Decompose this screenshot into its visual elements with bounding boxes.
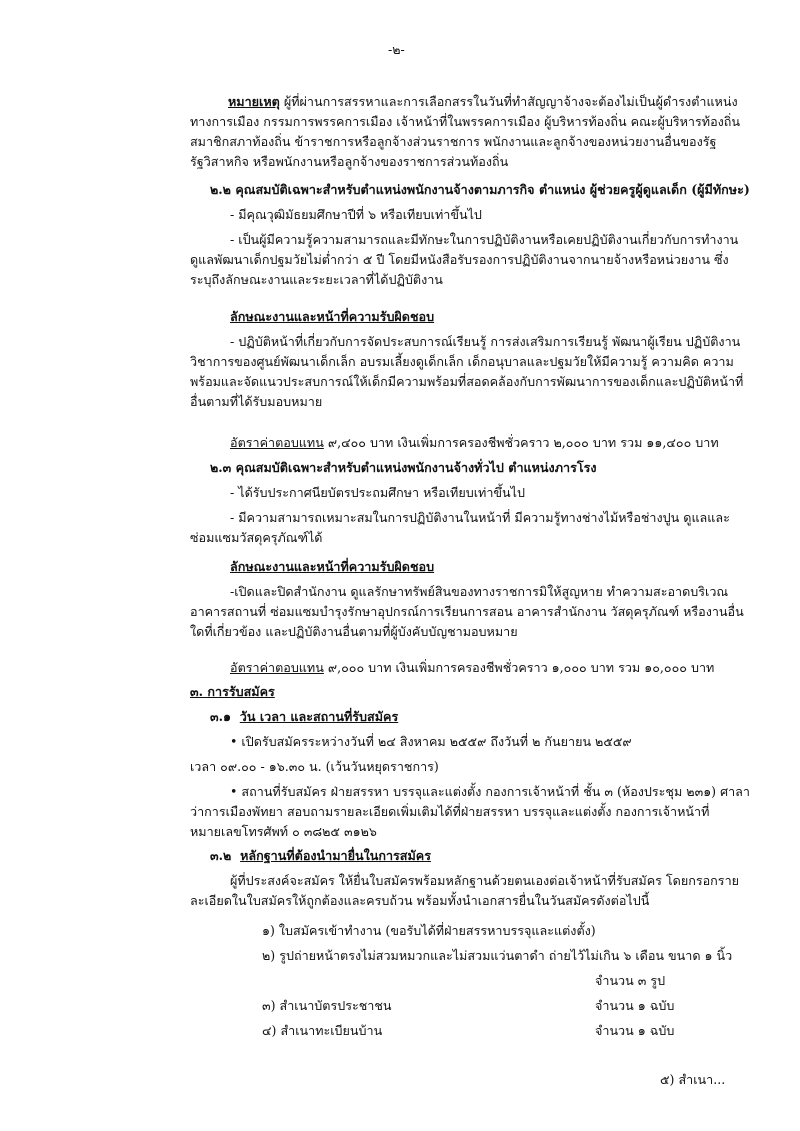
note-text: ผู้ที่ผ่านการสรรหาและการเลือกสรรในวันที่ทำสัญญาจ้างจะต้องไม่เป็นผู้ดำรงตำแหน่งทางการเมือง กรรมการพรรคการเมือง เจ้าหน้าที่ในพรรคการเมือง ผู้บริหารท้องถิ่น คณะผู้บริหารท้องถิ่น สมาชิกสภาท้องถิ่น ข้าราชการหรือลูกจ้างส่วนราชการ พนักงานและลูกจ้างของหน่วยงานอื่นของรัฐ รัฐวิสาหกิจ หรือพนักงานหรือลูกจ้างของราชการส่วนท้องถิ่น [190, 94, 741, 170]
note-paragraph [190, 92, 750, 173]
section-2-2-heading: ๒.๒ คุณสมบัติเฉพาะสำหรับตำแหน่งพนักงานจ้างตามภารกิจ ตำแหน่ง ผู้ช่วยครูผู้ดูแลเด็ก (ผู้มีทักษะ) [210, 182, 750, 197]
section-2-2-pay-value: ๙,๔๐๐ บาท เงินเพิ่มการครองชีพชั่วคราว ๒,๐๐๐ บาท รวม ๑๑,๔๐๐ บาท [327, 435, 719, 450]
continuation-marker: ๕) สำเนา... [660, 1072, 726, 1087]
document-item-3-qty: จำนวน ๑ ฉบับ [595, 998, 675, 1013]
section-2-3-duty-label: ลักษณะงานและหน้าที่ความรับผิดชอบ [230, 559, 435, 574]
section-3-2-title: หลักฐานที่ต้องนำมายื่นในการสมัคร [240, 848, 431, 863]
section-2-3-qualification-1: - ได้รับประกาศนียบัตรประถมศึกษา หรือเทียบเท่าขึ้นไป [230, 485, 525, 500]
section-2-2-pay-label: อัตราค่าตอบแทน [230, 435, 324, 450]
section-3-1-heading [210, 707, 398, 727]
document-item-2: ๒) รูปถ่ายหน้าตรงไม่สวมหมวกและไม่สวมแว่นตาดำ ถ่ายไว้ไม่เกิน ๖ เดือน ขนาด ๑ นิ้ว [262, 948, 733, 963]
document-item-4: ๔) สำเนาทะเบียนบ้าน [262, 1023, 383, 1038]
section-3-2-heading [210, 846, 431, 866]
section-3-2-number: ๓.๒ [210, 848, 232, 863]
section-3-1-hours: เวลา ๐๙.๐๐ - ๑๖.๓๐ น. (เว้นวันหยุดราชการ) [190, 759, 439, 774]
section-2-2-duty: - ปฏิบัติหน้าที่เกี่ยวกับการจัดประสบการณ์เรียนรู้ การส่งเสริมการเรียนรู้ พัฒนาผู้เรียน ปฏิบัติงานวิชาการของศูนย์พัฒนาเด็กเล็ก อบรมเลี้ยงดูเด็กเล็ก เด็กอนุบาลและปฐมวัยให้มีความรู้ ความคิด ความพร้อมและจัดแนวประสบการณ์ให้เด็กมีความพร้อมที่สอดคล้องกับการพัฒนาการของเด็กและปฏิบัติหน้าที่อื่นตามที่ได้รับมอบหมาย [190, 334, 744, 410]
section-3-heading: ๓. การรับสมัคร [190, 684, 275, 699]
section-3-1-location: • สถานที่รับสมัคร ฝ่ายสรรหา บรรจุและแต่งตั้ง กองการเจ้าหน้าที่ ชั้น ๓ (ห้องประชุม ๒๓๑) ศาลาว่าการเมืองพัทยา สอบถามรายละเอียดเพิ่มเติมได้ที่ฝ่ายสรรหา บรรจุและแต่งตั้ง กองการเจ้าหน้าที่ หมายเลขโทรศัพท์ ๐ ๓๘๒๕ ๓๑๒๖ [190, 784, 750, 840]
document-item-2-qty: จำนวน ๓ รูป [595, 973, 666, 988]
section-3-2-intro: ผู้ที่ประสงค์จะสมัคร ให้ยื่นใบสมัครพร้อมหลักฐานด้วยตนเองต่อเจ้าหน้าที่รับสมัคร โดยกรอกรายละเอียดในใบสมัครให้ถูกต้องและครบถ้วน พร้อมทั้งนำเอกสารยื่นในวันสมัครดังต่อไปนี้ [190, 873, 740, 909]
section-3-1-number: ๓.๑ [210, 709, 231, 724]
section-2-3-pay-label: อัตราค่าตอบแทน [230, 660, 324, 675]
document-item-3: ๓) สำเนาบัตรประชาชน [262, 998, 392, 1013]
section-2-2-qualification-2: - เป็นผู้มีความรู้ความสามารถและมีทักษะในการปฏิบัติงานหรือเคยปฏิบัติงานเกี่ยวกับการทำงานดูแลพัฒนาเด็กปฐมวัยไม่ต่ำกว่า ๕ ปี โดยมีหนังสือรับรองการปฏิบัติงานจากนายจ้างหรือหน่วยงาน ซึ่งระบุถึงลักษณะงานและระยะเวลาที่ได้ปฏิบัติงาน [190, 232, 739, 288]
section-2-2-qualification-1: - มีคุณวุฒิมัธยมศึกษาปีที่ ๖ หรือเทียบเท่าขึ้นไป [230, 207, 482, 222]
section-3-1-title: วัน เวลา และสถานที่รับสมัคร [239, 709, 399, 724]
note-label: หมายเหตุ [228, 94, 280, 109]
section-2-3-duty: -เปิดและปิดสำนักงาน ดูแลรักษาทรัพย์สินของทางราชการมิให้สูญหาย ทำความสะอาดบริเวณอาคารสถานที่ ซ่อมแซมบำรุงรักษาอุปกรณ์การเรียนการสอน อาคารสำนักงาน วัสดุครุภัณฑ์ หรืองานอื่นใดที่เกี่ยวข้อง และปฏิบัติงานอื่นตามที่ผู้บังคับบัญชามอบหมาย [190, 584, 744, 640]
section-2-3-qualification-2: - มีความสามารถเหมาะสมในการปฏิบัติงานในหน้าที่ มีความรู้ทางช่างไม้หรือช่างปูน ดูแลและซ่อมแซมวัสดุครุภัณฑ์ได้ [190, 510, 730, 546]
section-2-3-pay [230, 658, 714, 678]
section-2-2-duty-label: ลักษณะงานและหน้าที่ความรับผิดชอบ [230, 309, 435, 324]
section-2-3-heading: ๒.๓ คุณสมบัติเฉพาะสำหรับตำแหน่งพนักงานจ้างทั่วไป ตำแหน่งภารโรง [210, 460, 597, 475]
section-2-2-pay [230, 433, 719, 453]
section-2-3-pay-value: ๙,๐๐๐ บาท เงินเพิ่มการครองชีพชั่วคราว ๑,๐๐๐ บาท รวม ๑๐,๐๐๐ บาท [327, 660, 715, 675]
document-item-1: ๑) ใบสมัครเข้าทำงาน (ขอรับได้ที่ฝ่ายสรรหาบรรจุและแต่งตั้ง) [262, 923, 596, 938]
page-number: -๒- [388, 42, 405, 57]
document-item-4-qty: จำนวน ๑ ฉบับ [595, 1023, 675, 1038]
section-3-1-period: • เปิดรับสมัครระหว่างวันที่ ๒๔ สิงหาคม ๒๕๕๙ ถึงวันที่ ๒ กันยายน ๒๕๕๙ [230, 734, 632, 749]
